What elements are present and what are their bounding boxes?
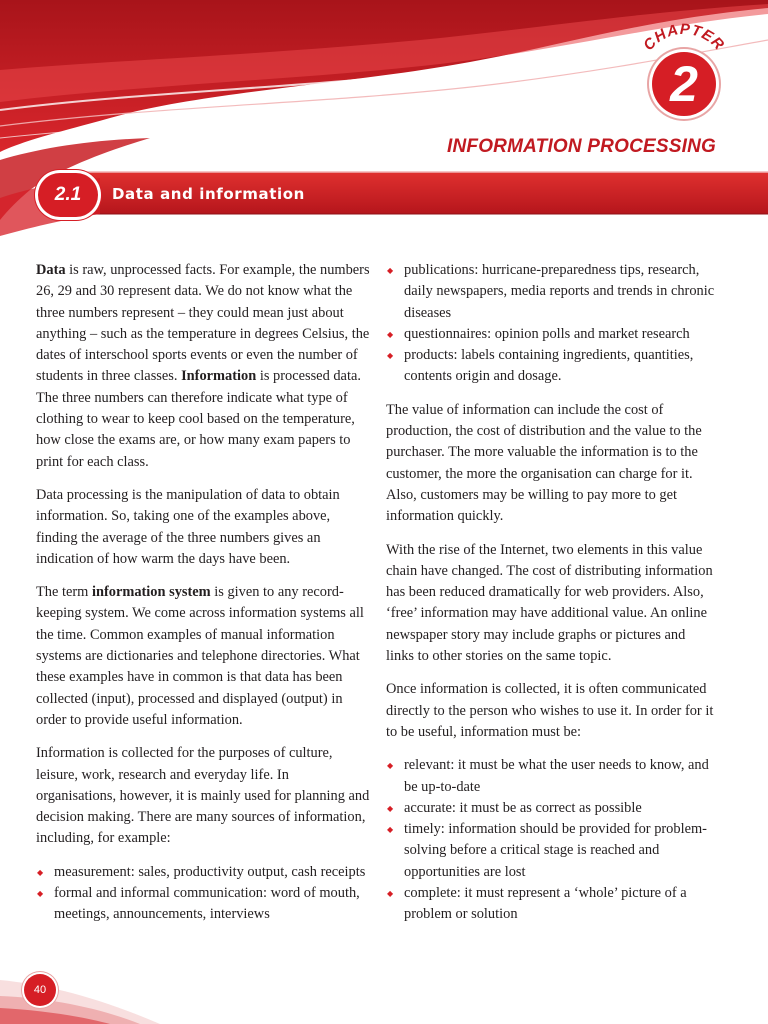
chapter-number: 2	[670, 56, 698, 112]
list-item: ◆ formal and informal communication: word of mouth, meetings, announcements, interviews	[36, 883, 371, 926]
left-column	[36, 260, 371, 938]
sources-list-right	[386, 260, 716, 388]
paragraph-value-of-information: The value of information can include the cost of production, the cost of distribution and the value to the purchaser. The more valuable the information is to the customer, the more the organisation can charge for it. Also, customers may be willing to pay more to get information quickly.	[386, 401, 702, 525]
chapter-title: INFORMATION PROCESSING	[447, 136, 716, 157]
page-number: 40	[33, 984, 47, 996]
paragraph-text: is processed data. The three numbers can therefore indicate what type of clothing to wear to keep cool based on the temperature, how close the exams are, or how many exam papers to print for each class.	[36, 368, 361, 470]
list-item: ◆ measurement: sales, productivity output, cash receipts	[36, 862, 371, 883]
list-item: ◆ relevant: it must be what the user needs to know, and be up-to-date	[386, 755, 716, 798]
list-item: ◆ publications: hurricane-preparedness tips, research, daily newspapers, media reports and trends in chronic diseases	[386, 260, 716, 324]
page-number-badge	[24, 974, 56, 1006]
list-item: ◆ products: labels containing ingredients, quantities, contents origin and dosage.	[386, 345, 716, 388]
paragraph-data-processing: Data processing is the manipulation of data to obtain information. So, taking one of the examples above, finding the average of the three numbers gives an indication of how warm the days have been.	[36, 486, 340, 567]
right-column	[386, 260, 716, 938]
svg-text:CHAPTER	[640, 22, 728, 54]
list-item: ◆ questionnaires: opinion polls and market research	[386, 324, 716, 345]
chapter-number-badge	[652, 52, 716, 116]
paragraph-information-sources: Information is collected for the purposes of culture, leisure, work, research and everyday life. In organisations, however, it is mainly used for planning and decision making. There are many sources of information, including, for example:	[36, 745, 370, 847]
section-number: 2.1	[54, 184, 82, 205]
paragraph-internet: With the rise of the Internet, two elements in this value chain have changed. The cost of distributing information has been reduced dramatically for web providers. Also, ‘free’ information may have additional value. An online newspaper story may include graphs or pictures and links to other stories on the same topic.	[386, 541, 713, 665]
sources-list-left	[36, 862, 371, 926]
qualities-list	[386, 755, 716, 925]
paragraph-text: is raw, unprocessed facts. For example, the numbers 26, 29 and 30 represent data. We do not know what the three numbers represent – they could mean just about anything – such as the temperature in degrees Celsius, the dates of interschool sports events or even the number of students in three classes.	[36, 262, 370, 385]
chapter-word-label: CHAPTER	[640, 22, 728, 55]
term-data: Data	[36, 262, 66, 278]
list-item: ◆ complete: it must represent a ‘whole’ picture of a problem or solution	[386, 883, 716, 926]
section-number-badge	[38, 173, 98, 217]
paragraph-information-must-be: Once information is collected, it is often communicated directly to the person who wishes to use it. In order for it to be useful, information must be:	[386, 681, 714, 740]
section-title: Data and information	[112, 185, 305, 203]
paragraph-information-system	[36, 582, 371, 731]
paragraph-text: The term	[36, 584, 92, 601]
paragraph-data-definition	[36, 260, 371, 473]
list-item: ◆ accurate: it must be as correct as possible	[386, 798, 716, 819]
list-item: ◆ timely: information should be provided for problem-solving before a critical stage is reached and opportunities are lost	[386, 819, 716, 883]
term-information: Information	[181, 368, 257, 385]
paragraph-text: is given to any record-keeping system. We come across information systems all the time. Common examples of manual information systems are dictionaries and telephone directories. What these examples have in common is that data has been collected (input), processed and displayed (output) in order to provide useful information.	[36, 584, 364, 728]
term-information-system: information system	[91, 584, 211, 601]
